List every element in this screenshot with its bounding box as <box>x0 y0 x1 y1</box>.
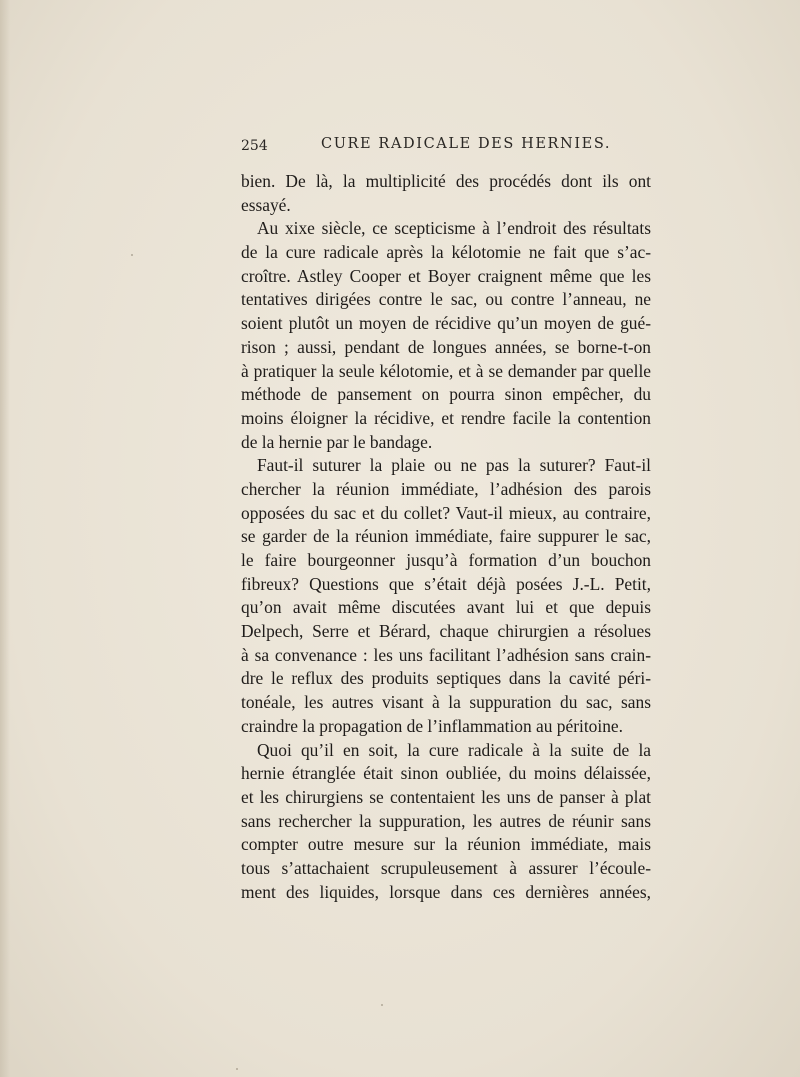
text-line: compter outre mesure sur la réunion immédiate, mais <box>241 834 651 855</box>
text-line: tentatives dirigées contre le sac, ou contre l’anneau, ne <box>241 289 651 310</box>
text-line: à sa convenance : les uns facilitant l’adhésion sans crain- <box>241 644 651 665</box>
paper-speck <box>236 1068 238 1070</box>
running-head <box>241 136 651 158</box>
binding-shadow <box>0 0 10 1077</box>
text-line: essayé. <box>241 194 291 215</box>
text-line: Quoi qu’il en soit, la cure radicale à la suite de la <box>257 739 651 760</box>
text-line: fibreux? Questions que s’était déjà posées J.-L. Petit, <box>241 573 651 594</box>
text-line: ment des liquides, lorsque dans ces dernières années, <box>241 881 651 902</box>
body-text <box>241 170 651 904</box>
text-line: bien. De là, la multiplicité des procédés dont ils ont <box>241 171 651 191</box>
text-line: de la hernie par le bandage. <box>241 431 433 452</box>
text-line: Au xixe siècle, ce scepticisme à l’endroit des résultats <box>257 218 651 239</box>
text-line: tous s’attachaient scrupuleusement à assurer l’écoule- <box>241 857 651 878</box>
page-number: 254 <box>241 138 268 154</box>
text-line: hernie étranglée était sinon oubliée, du moins délaissée, <box>241 763 651 784</box>
text-line: soient plutôt un moyen de récidive qu’un moyen de gué- <box>241 313 651 334</box>
text-line: méthode de pansement on pourra sinon empêcher, du <box>241 384 651 405</box>
text-line: croître. Astley Cooper et Boyer craignent même que les <box>241 265 651 286</box>
text-line: à pratiquer la seule kélotomie, et à se demander par quelle <box>241 360 651 381</box>
text-line: dre le reflux des produits septiques dans la cavité péri- <box>241 668 651 689</box>
text-line: chercher la réunion immédiate, l’adhésion des parois <box>241 478 651 499</box>
text-line: qu’on avait même discutées avant lui et que depuis <box>241 597 651 618</box>
text-line: moins éloigner la récidive, et rendre facile la contention <box>241 407 651 428</box>
text-line: et les chirurgiens se contentaient les uns de panser à plat <box>241 786 651 807</box>
text-line: opposées du sac et du collet? Vaut-il mieux, au contraire, <box>241 502 651 523</box>
paper-speck <box>131 254 133 256</box>
text-line: de la cure radicale après la kélotomie ne fait que s’ac- <box>241 242 651 263</box>
running-title: CURE RADICALE DES HERNIES. <box>321 136 612 152</box>
text-line: tonéale, les autres visant à la suppuration du sac, sans <box>241 692 651 713</box>
text-line: craindre la propagation de l’inflammation au péritoine. <box>241 715 623 736</box>
text-line: Faut-il suturer la plaie ou ne pas la suturer? Faut-il <box>257 455 651 476</box>
text-line: se garder de la réunion immédiate, faire suppurer le sac, <box>241 526 651 547</box>
text-line: sans rechercher la suppuration, les autres de réunir sans <box>241 810 651 831</box>
text-line: le faire bourgeonner jusqu’à formation d’un bouchon <box>241 550 651 570</box>
paper-speck <box>381 1004 383 1006</box>
text-line: Delpech, Serre et Bérard, chaque chirurgien a résolues <box>241 621 651 642</box>
text-line: rison ; aussi, pendant de longues années, se borne-t-on <box>241 336 651 357</box>
